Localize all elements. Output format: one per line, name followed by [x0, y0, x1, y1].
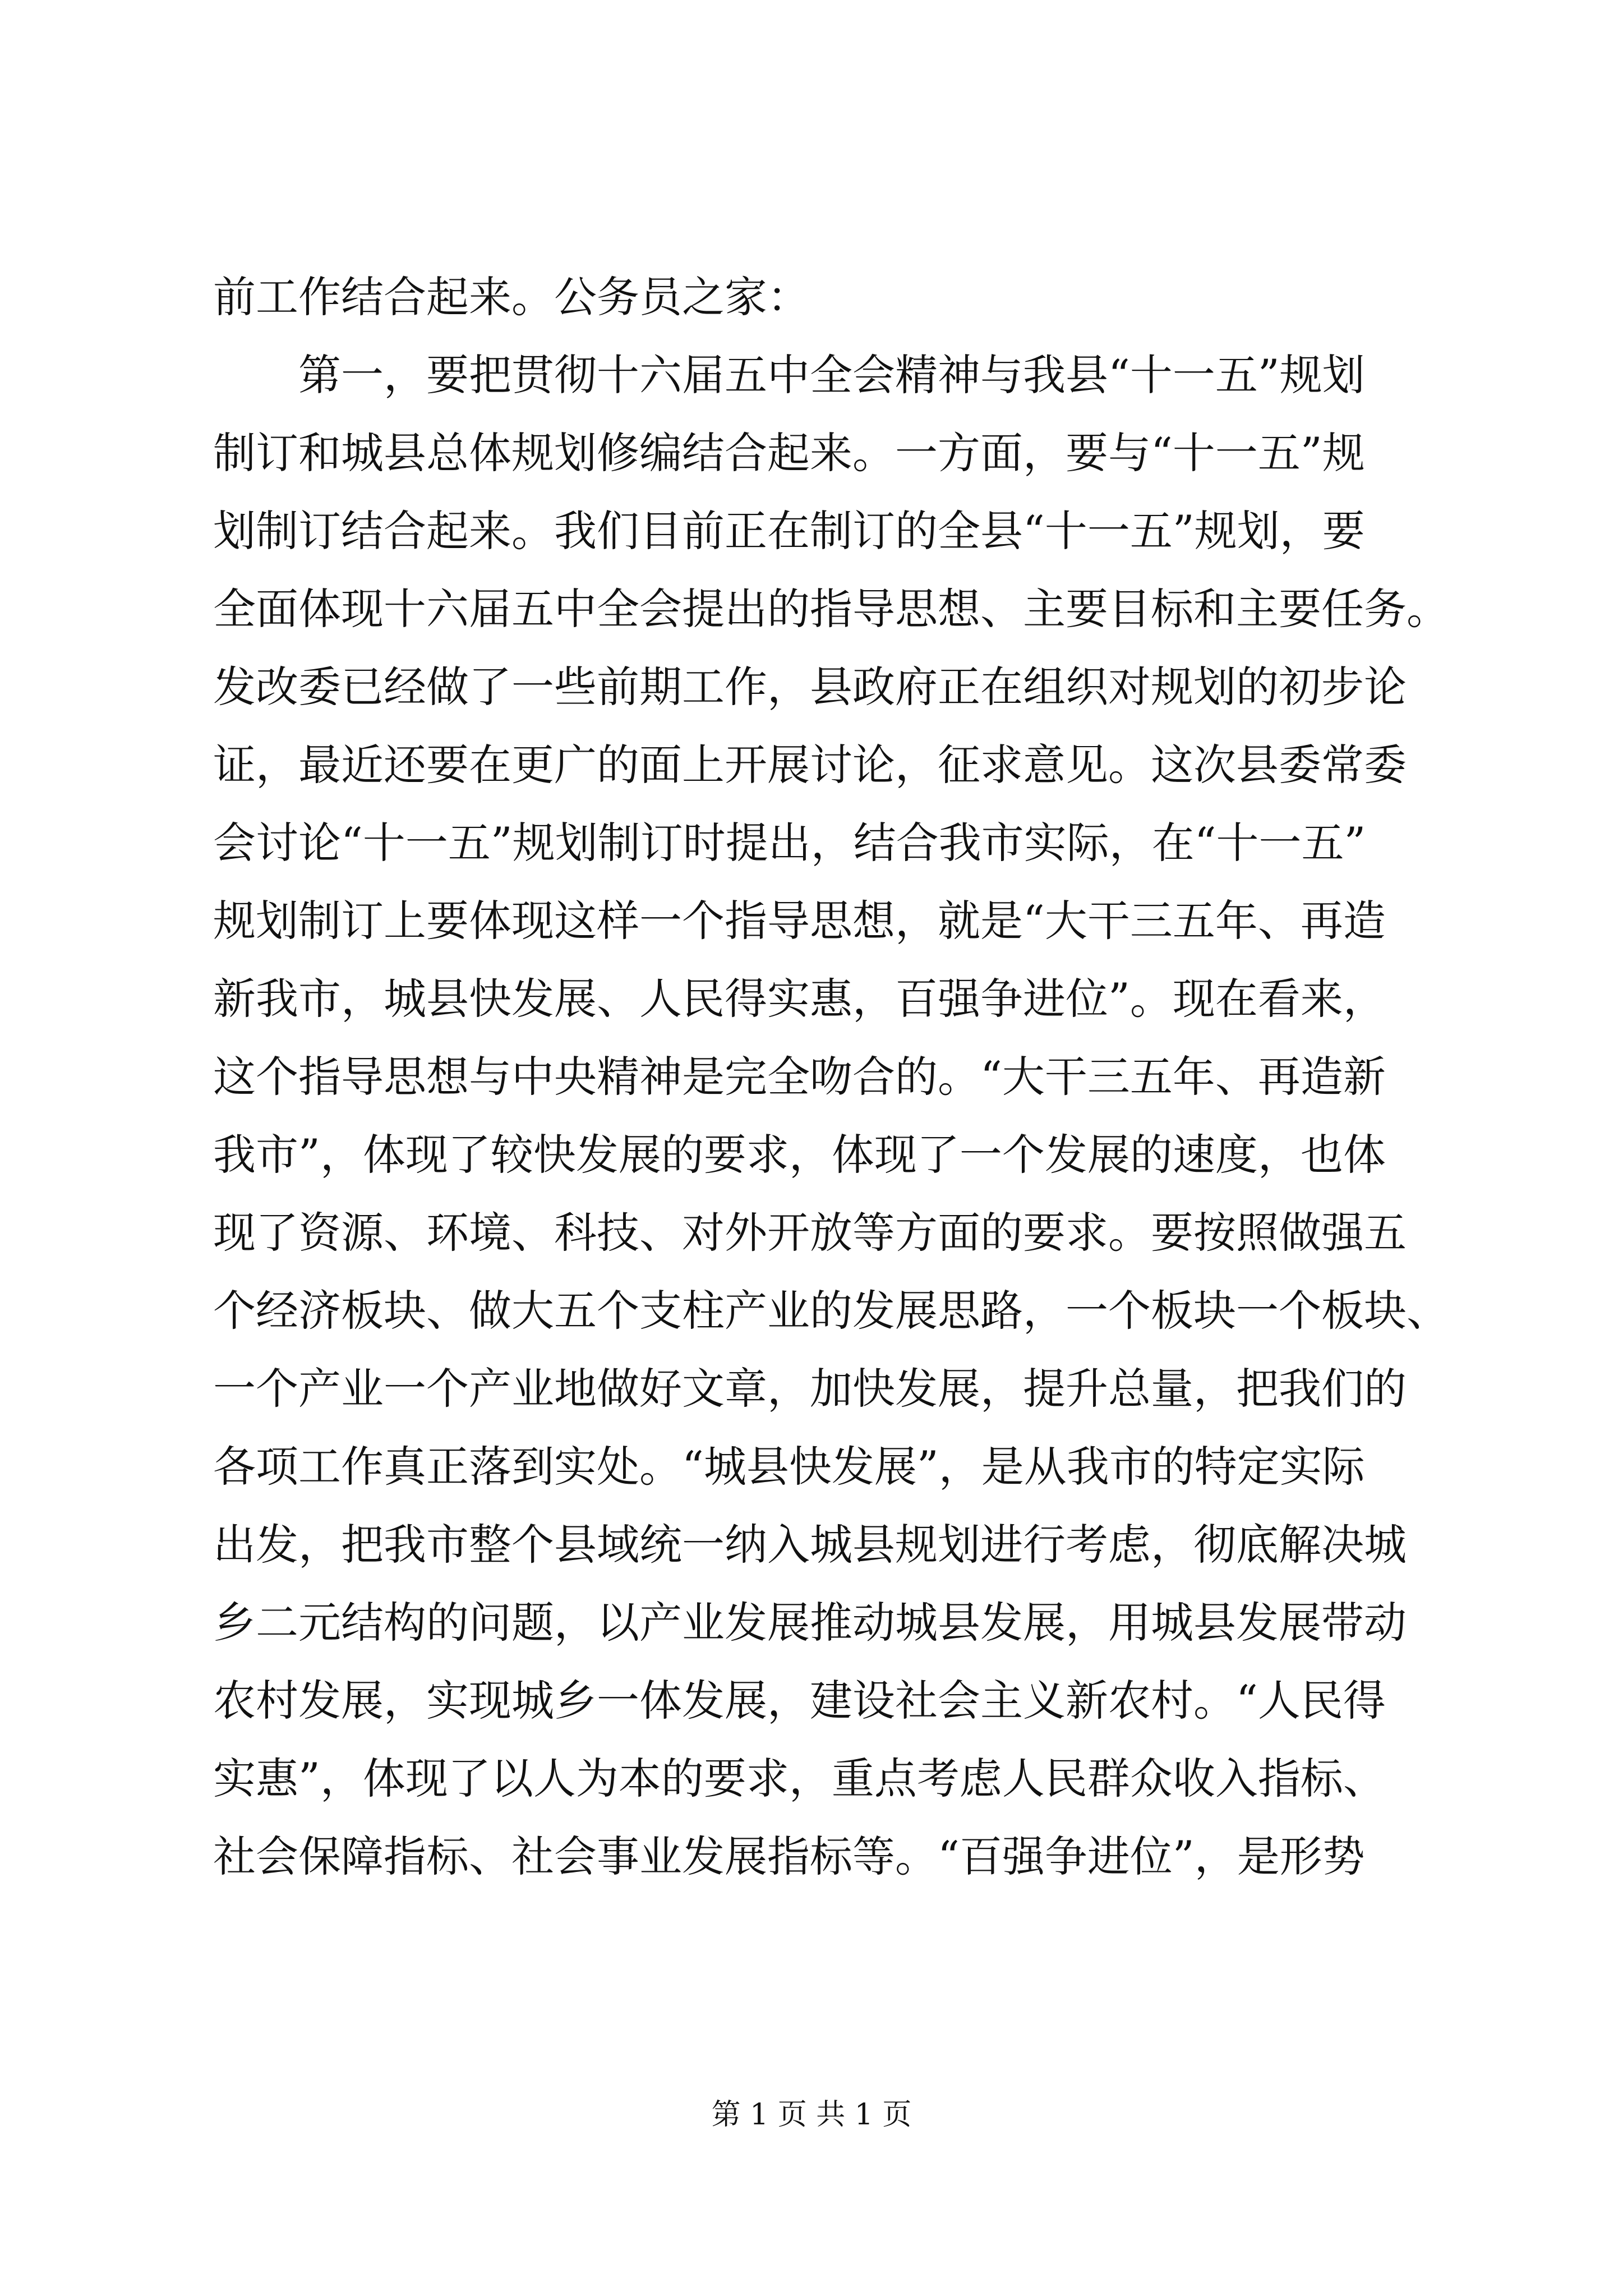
- text-line: 证，最近还要在更广的面上开展讨论，征求意见。这次县委常委: [213, 740, 1407, 790]
- text-line: 实惠”，体现了以人为本的要求，重点考虑人民群众收入指标、: [213, 1754, 1386, 1803]
- text-line: 我市”，体现了较快发展的要求，体现了一个发展的速度，也体: [213, 1130, 1386, 1180]
- page-number-label: 第 1 页 共 1 页: [711, 2098, 912, 2132]
- text-line: 一个产业一个产业地做好文章，加快发展，提升总量，把我们的: [213, 1364, 1407, 1414]
- text-line: 前工作结合起来。公务员之家：: [213, 272, 810, 322]
- text-line: 农村发展，实现城乡一体发展，建设社会主义新农村。“人民得: [213, 1676, 1386, 1726]
- text-line: 制订和城县总体规划修编结合起来。一方面，要与“十一五”规: [213, 428, 1365, 478]
- text-line: 规划制订上要体现这样一个指导思想，就是“大干三五年、再造: [213, 896, 1386, 946]
- text-line: 这个指导思想与中央精神是完全吻合的。“大干三五年、再造新: [213, 1052, 1386, 1102]
- text-line: 各项工作真正落到实处。“城县快发展”，是从我市的特定实际: [213, 1442, 1365, 1492]
- text-line: 发改委已经做了一些前期工作，县政府正在组织对规划的初步论: [213, 662, 1407, 712]
- text-line: 社会保障指标、社会事业发展指标等。“百强争进位”，是形势: [213, 1832, 1365, 1881]
- text-line: 第一，要把贯彻十六届五中全会精神与我县“十一五”规划: [213, 350, 1365, 400]
- text-line: 出发，把我市整个县域统一纳入城县规划进行考虑，彻底解决城: [213, 1520, 1407, 1570]
- text-line: 个经济板块、做大五个支柱产业的发展思路，一个板块一个板块、: [213, 1286, 1449, 1336]
- body-text: [213, 258, 1449, 1895]
- text-line: 全面体现十六届五中全会提出的指导思想、主要目标和主要任务。: [213, 584, 1449, 634]
- text-line: 现了资源、环境、科技、对外开放等方面的要求。要按照做强五: [213, 1208, 1407, 1258]
- text-line: 新我市，城县快发展、人民得实惠，百强争进位”。现在看来，: [213, 974, 1386, 1024]
- text-line: 乡二元结构的问题，以产业发展推动城县发展，用城县发展带动: [213, 1598, 1407, 1648]
- text-line: 划制订结合起来。我们目前正在制订的全县“十一五”规划，要: [213, 506, 1365, 556]
- text-line: 会讨论“十一五”规划制订时提出，结合我市实际，在“十一五”: [213, 818, 1366, 868]
- page-footer: [0, 2095, 1623, 2134]
